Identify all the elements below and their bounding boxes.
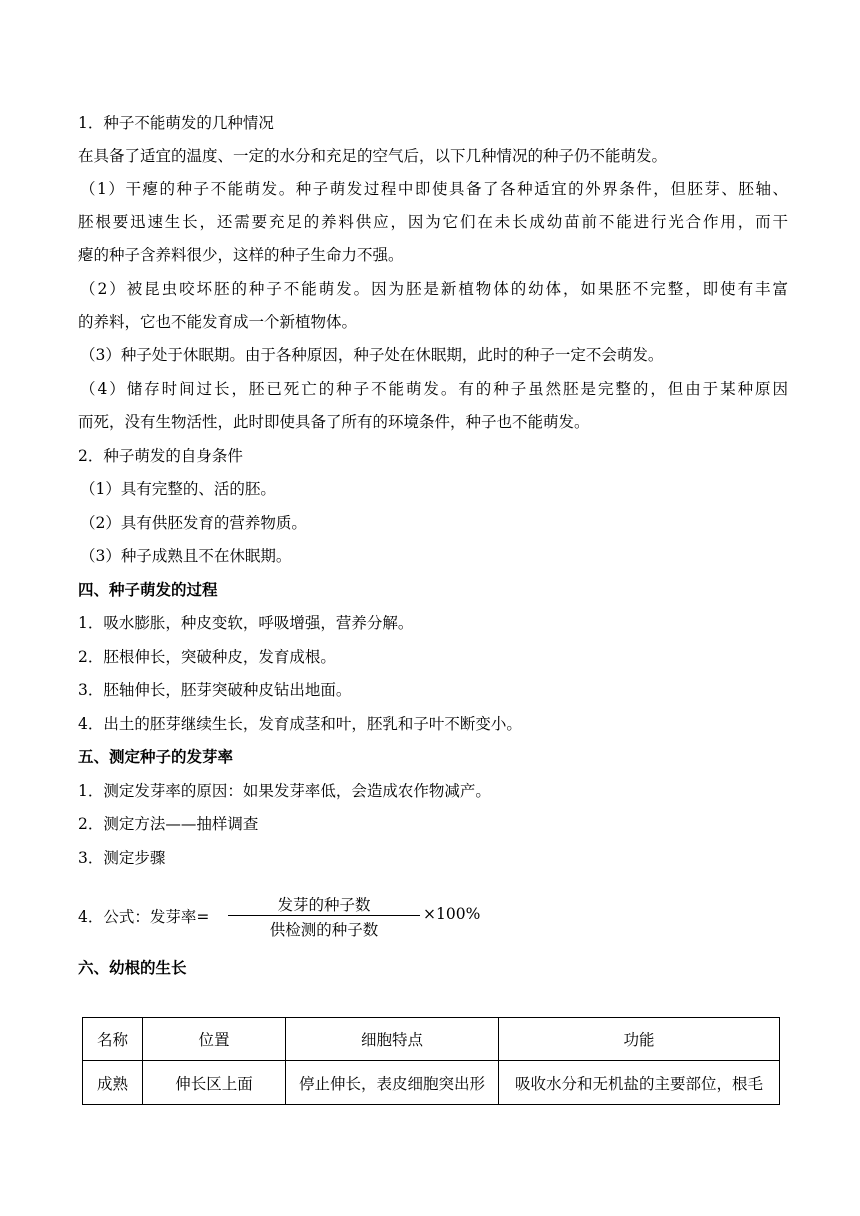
table-cell: 成熟 <box>83 1061 143 1105</box>
list-item: 3．测定步骤 <box>78 849 166 867</box>
table-header-row <box>83 1018 780 1061</box>
section-heading-5: 五、测定种子的发芽率 <box>78 748 234 766</box>
paragraph-line: （2）被昆虫咬坏胚的种子不能萌发。因为胚是新植物体的幼体，如果胚不完整，即使有丰富 <box>80 280 788 298</box>
table-cell: 伸长区上面 <box>143 1061 286 1105</box>
list-item: 1．吸水膨胀，种皮变软，呼吸增强，营养分解。 <box>78 614 414 632</box>
table-cell: 吸收水分和无机盐的主要部位，根毛 <box>499 1061 780 1105</box>
section-heading-4: 四、种子萌发的过程 <box>78 581 218 599</box>
list-item: （2）具有供胚发育的营养物质。 <box>80 514 307 532</box>
subheading-2: 2．种子萌发的自身条件 <box>78 447 243 465</box>
paragraph-intro: 在具备了适宜的温度、一定的水分和充足的空气后，以下几种情况的种子仍不能萌发。 <box>78 147 668 165</box>
formula-tail: ×100% <box>423 905 481 923</box>
formula-lead: 4．公式：发芽率= <box>78 908 210 926</box>
section-heading-6: 六、幼根的生长 <box>78 959 187 977</box>
paragraph-line: （1）干瘪的种子不能萌发。种子萌发过程中即使具备了各种适宜的外界条件，但胚芽、胚轴、 <box>80 180 788 198</box>
table-header-cell: 名称 <box>83 1018 143 1061</box>
list-item: 3．胚轴伸长，胚芽突破种皮钻出地面。 <box>78 681 352 699</box>
list-item: 2．胚根伸长，突破种皮，发育成根。 <box>78 648 336 666</box>
table-cell: 停止伸长，表皮细胞突出形 <box>286 1061 499 1105</box>
formula-numerator: 发芽的种子数 <box>277 896 371 914</box>
table-header-cell: 细胞特点 <box>286 1018 499 1061</box>
paragraph-line: 瘪的种子含养料很少，这样的种子生命力不强。 <box>78 246 404 264</box>
formula-denominator: 供检测的种子数 <box>269 921 379 939</box>
paragraph-line: 的养料，它也不能发育成一个新植物体。 <box>78 313 358 331</box>
fraction-bar <box>228 915 420 916</box>
list-item: （1）具有完整的、活的胚。 <box>80 480 276 498</box>
paragraph-line: （3）种子处于休眠期。由于各种原因，种子处在休眠期，此时的种子一定不会萌发。 <box>80 346 664 364</box>
table-header-cell: 位置 <box>143 1018 286 1061</box>
root-growth-table <box>82 1017 780 1105</box>
paragraph-line: 胚根要迅速生长，还需要充足的养料供应，因为它们在未长成幼苗前不能进行光合作用，而干 <box>78 213 788 231</box>
table-row <box>83 1061 780 1105</box>
paragraph-line: （4）储存时间过长，胚已死亡的种子不能萌发。有的种子虽然胚是完整的，但由于某种原因 <box>80 380 788 398</box>
list-item: 2．测定方法——抽样调查 <box>78 815 259 833</box>
list-item: （3）种子成熟且不在休眠期。 <box>80 547 292 565</box>
list-item: 1．测定发芽率的原因：如果发芽率低，会造成农作物减产。 <box>78 782 491 800</box>
list-item: 4．出土的胚芽继续生长，发育成茎和叶，胚乳和子叶不断变小。 <box>78 715 522 733</box>
table-header-cell: 功能 <box>499 1018 780 1061</box>
paragraph-line: 而死，没有生物活性，此时即使具备了所有的环境条件，种子也不能萌发。 <box>78 413 590 431</box>
subheading-1: 1．种子不能萌发的几种情况 <box>78 114 274 132</box>
